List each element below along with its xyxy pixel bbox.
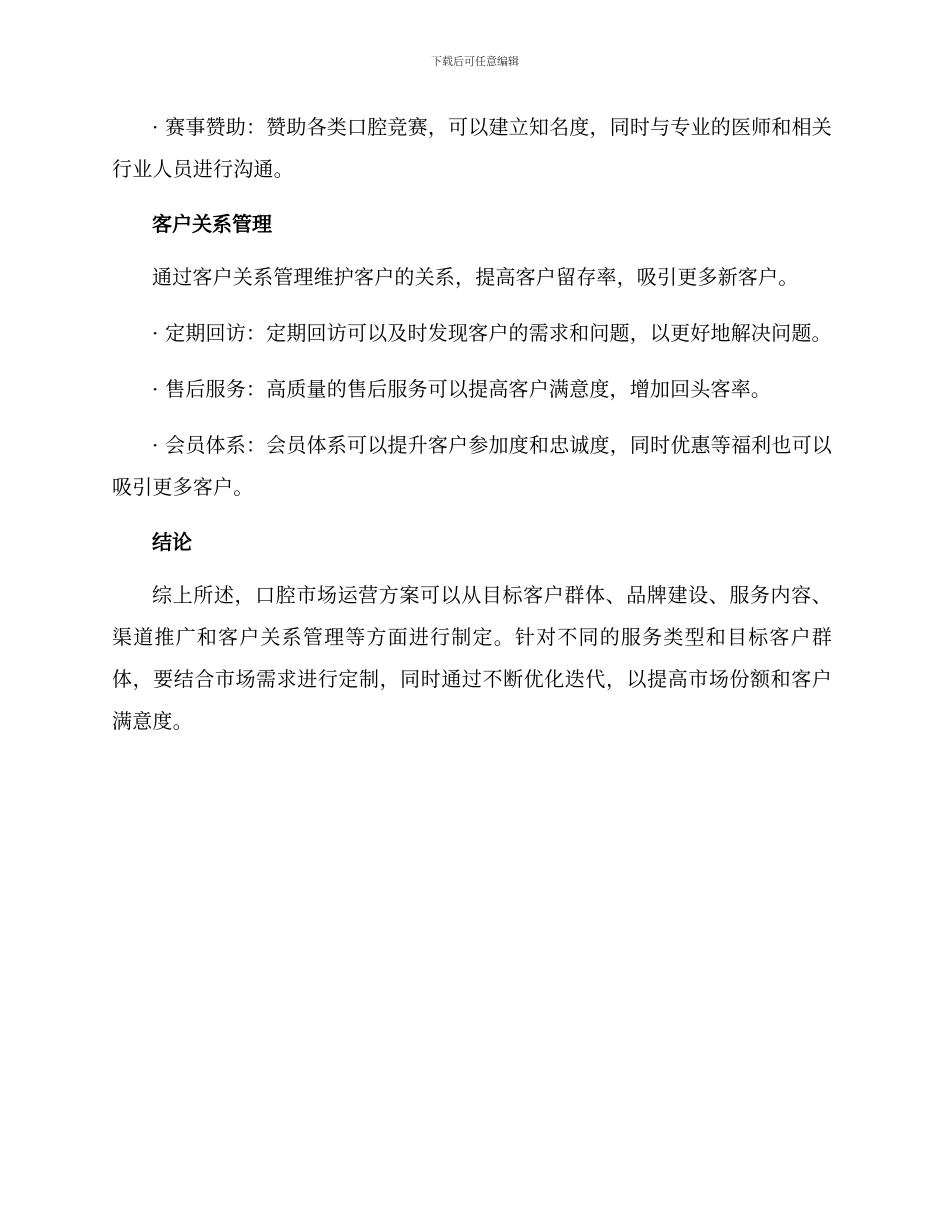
bullet-event-sponsorship: · 赛事赞助：赞助各类口腔竞赛，可以建立知名度，同时与专业的医师和相关行业人员进行沟通。: [112, 115, 832, 181]
bullet-regular-followup: · 定期回访：定期回访可以及时发现客户的需求和问题，以更好地解决问题。: [152, 321, 832, 345]
crm-intro-paragraph: 通过客户关系管理维护客户的关系，提高客户留存率，吸引更多新客户。: [152, 265, 799, 289]
conclusion-paragraph: 综上所述，口腔市场运营方案可以从目标客户群体、品牌建设、服务内容、渠道推广和客户关系管理等方面进行制定。针对不同的服务类型和目标客户群体，要结合市场需求进行定制，同时通过不断优化迭代，以提高市场份额和客户满意度。: [112, 583, 832, 733]
bullet-membership-system: · 会员体系：会员体系可以提升客户参加度和忠诚度，同时优惠等福利也可以吸引更多客户。: [112, 433, 832, 499]
bullet-after-sales-service: · 售后服务：高质量的售后服务可以提高客户满意度，增加回头客率。: [152, 377, 772, 401]
section-heading-crm: 客户关系管理: [152, 212, 272, 236]
section-heading-conclusion: 结论: [152, 530, 192, 554]
document-body: [112, 106, 832, 756]
page-header-note: 下载后可任意编辑: [431, 55, 519, 68]
